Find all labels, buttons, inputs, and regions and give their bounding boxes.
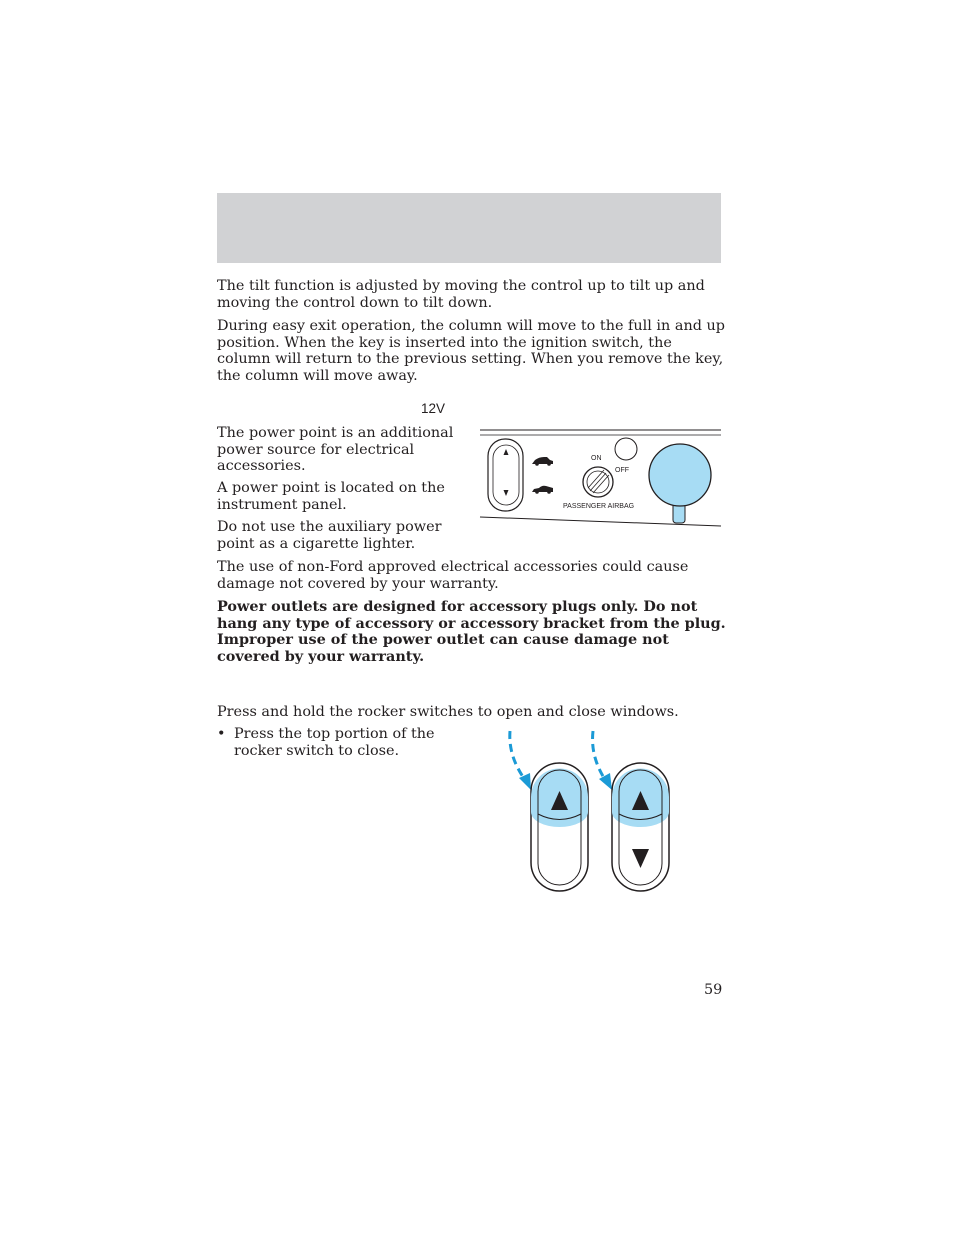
power-point-paragraph-1: The power point is an additional power source for electrical accessories. xyxy=(217,425,454,474)
airbag-key-switch xyxy=(583,467,613,497)
section-header-band xyxy=(217,193,721,263)
power-point-paragraph-4: The use of non-Ford approved electrical accessories could cause damage not covered by your warranty. xyxy=(217,559,689,592)
direction-arrow-left xyxy=(510,731,531,790)
car-rearward-icon xyxy=(532,486,553,494)
power-point-label: 12V xyxy=(421,401,446,416)
indicator-lamp xyxy=(615,438,637,460)
instrument-panel-illustration xyxy=(479,425,724,525)
bullet-marker: • xyxy=(217,726,226,742)
window-switch-right[interactable] xyxy=(612,763,669,891)
power-outlet-warning: Power outlets are designed for accessory plugs only. Do not hang any type of accessory or accessory bracket from the plug. Improper use of the power outlet can cause damage not covered by your warranty. xyxy=(217,598,726,665)
power-point-paragraph-2: A power point is located on the instrument panel. xyxy=(217,480,445,513)
direction-arrow-right xyxy=(593,731,612,790)
power-point-outlet xyxy=(649,444,711,523)
power-point-paragraph-3: Do not use the auxiliary power point as a cigarette lighter. xyxy=(217,519,442,552)
tilt-paragraph-2: During easy exit operation, the column will move to the full in and up position. When the key is inserted into the ignition switch, the column will return to the previous setting. When you remove the key, the column will move away. xyxy=(217,318,725,384)
tilt-paragraph-1: The tilt function is adjusted by moving the control up to tilt up and moving the control down to tilt down. xyxy=(217,278,705,311)
windows-intro: Press and hold the rocker switches to open and close windows. xyxy=(217,704,679,720)
pedal-adjust-switch xyxy=(488,439,523,511)
car-forward-icon xyxy=(532,457,553,466)
airbag-off-label: OFF xyxy=(615,467,629,474)
airbag-on-label: ON xyxy=(591,455,602,462)
window-switch-left[interactable] xyxy=(531,763,588,891)
page-number: 59 xyxy=(704,982,723,998)
window-switch-illustration xyxy=(500,727,675,897)
windows-bullet-text: Press the top portion of the rocker switch to close. xyxy=(234,726,435,759)
passenger-airbag-label: PASSENGER AIRBAG xyxy=(563,503,635,510)
